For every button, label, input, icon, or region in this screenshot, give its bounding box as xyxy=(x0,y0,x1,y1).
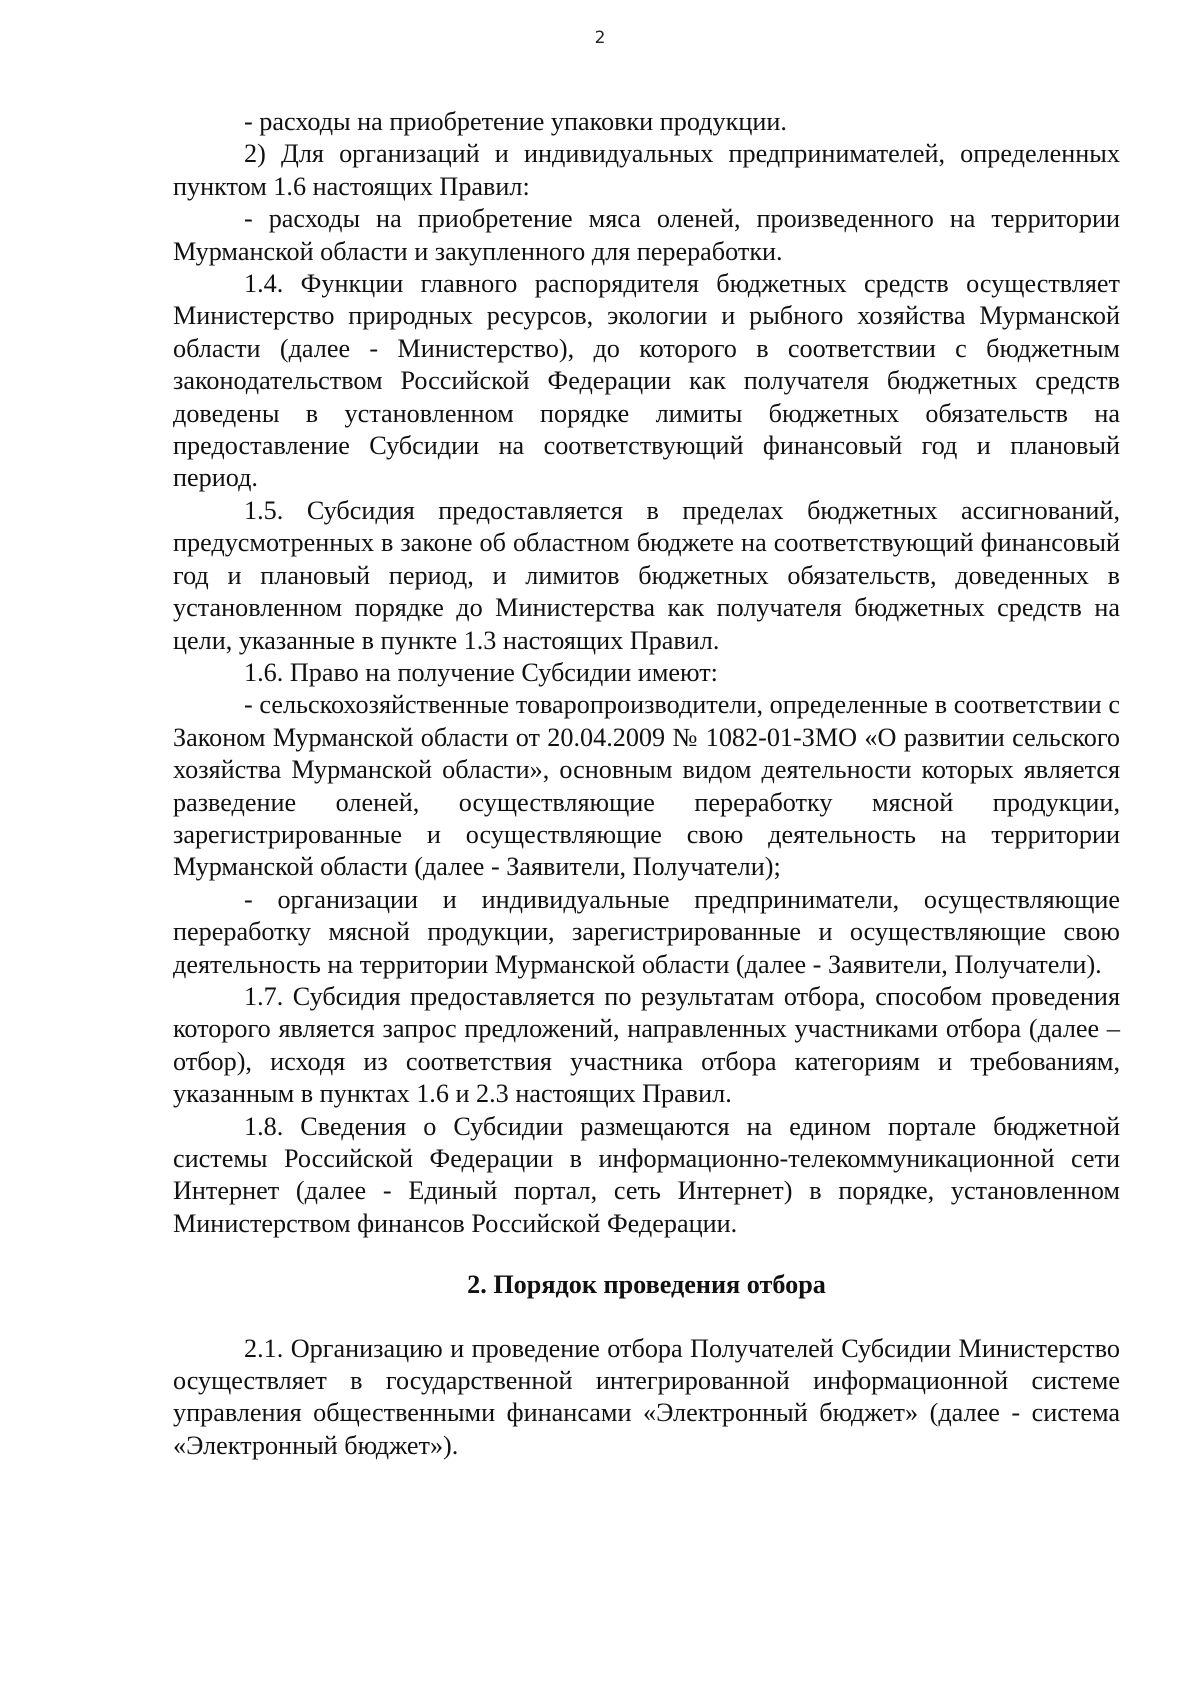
paragraph-1-5: 1.5. Субсидия предоставляется в пределах бюджетных ассигнований, предусмотренных в законе об областном бюджете на соответствующий финансовый год и плановый период, и лимитов бюджетных обязательств, доведенных в установленном порядке до Министерства как получателя бюджетных средств на цели, указанные в пункте 1.3 настоящих Правил. xyxy=(173,495,1120,655)
paragraph: 2) Для организаций и индивидуальных предпринимателей, определенных пунктом 1.6 настоящих Правил: xyxy=(173,139,1120,201)
page-number: 2 xyxy=(594,28,606,48)
paragraph-1-4: 1.4. Функции главного распорядителя бюджетных средств осуществляет Министерство природных ресурсов, экологии и рыбного хозяйства Мурманской области (далее - Министерство), до которого в соответствии с бюджетным законодательством Российской Федерации как получателя бюджетных средств доведены в установленном порядке лимиты бюджетных обязательств на предоставление Субсидии на соответствующий финансовый год и плановый период. xyxy=(173,269,1120,493)
paragraph: - организации и индивидуальные предприниматели, осуществляющие переработку мясной продукции, зарегистрированные и осуществляющие свою деятельность на территории Мурманской области (далее - Заявители, Получатели). xyxy=(173,884,1120,979)
paragraph: - расходы на приобретение мяса оленей, произведенного на территории Мурманской области и закупленного для переработки. xyxy=(173,204,1120,266)
section-heading: 2. Порядок проведения отбора xyxy=(467,1270,826,1300)
paragraph-1-8: 1.8. Сведения о Субсидии размещаются на едином портале бюджетной системы Российской Федерации в информационно-телекоммуникационной сети Интернет (далее - Единый портал, сеть Интернет) в порядке, установленном Министерством финансов Российской Федерации. xyxy=(173,1111,1120,1238)
paragraph: - сельскохозяйственные товаропроизводители, определенные в соответствии с Законом Мурманской области от 20.04.2009 № 1082-01-ЗМО «О развитии сельского хозяйства Мурманской области», основным видом деятельности которых является разведение оленей, осуществляющие переработку мясной продукции, зарегистрированные и осуществляющие свою деятельность на территории Мурманской области (далее - Заявители, Получатели); xyxy=(173,690,1120,882)
paragraph-2-1: 2.1. Организацию и проведение отбора Получателей Субсидии Министерство осуществляет в государственной интегрированной информационной системе управления общественными финансами «Электронный бюджет» (далее - система «Электронный бюджет»). xyxy=(173,1333,1120,1460)
paragraph-1-7: 1.7. Субсидия предоставляется по результатам отбора, способом проведения которого является запрос предложений, направленных участниками отбора (далее – отбор), исходя из соответствия участника отбора категориям и требованиям, указанным в пунктах 1.6 и 2.3 настоящих Правил. xyxy=(173,981,1120,1109)
paragraph-1-6: 1.6. Право на получение Субсидии имеют: xyxy=(244,657,718,687)
document-body xyxy=(173,106,1120,1462)
paragraph: - расходы на приобретение упаковки продукции. xyxy=(244,107,787,136)
